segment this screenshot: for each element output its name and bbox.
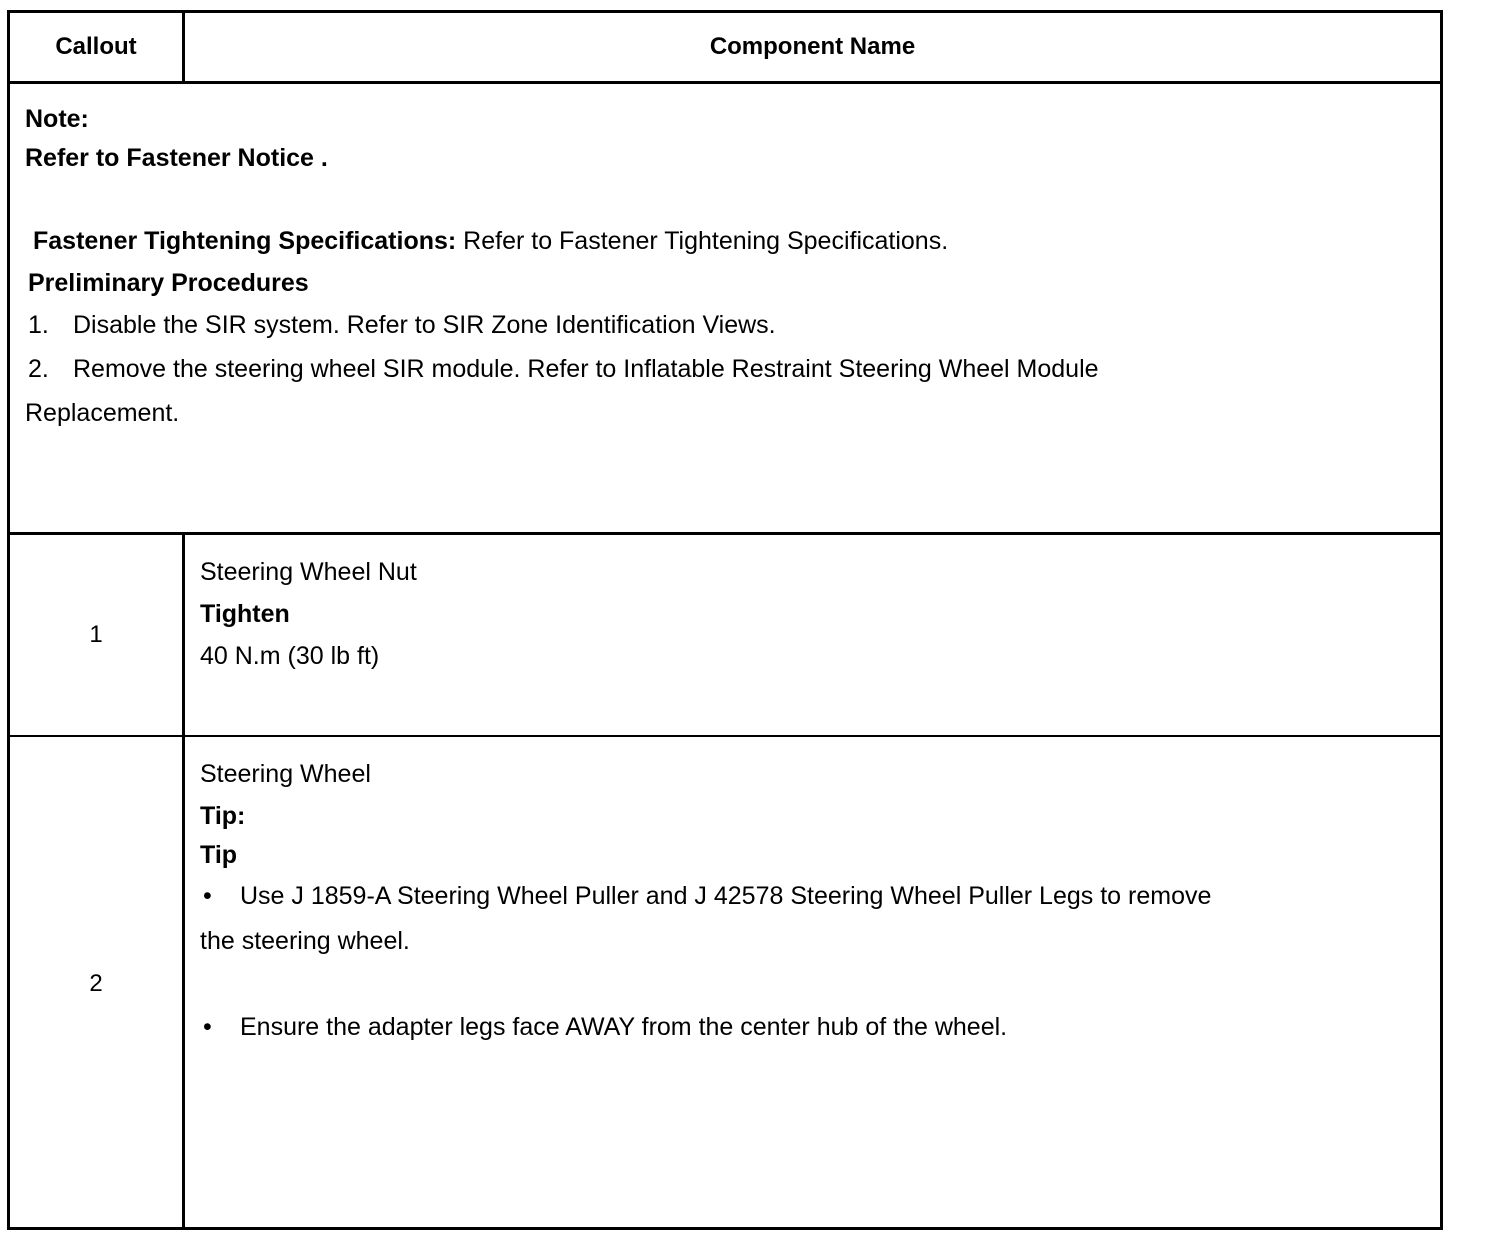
header-component-name: Component Name — [709, 33, 916, 60]
bullet-marker: • — [203, 1013, 212, 1041]
torque-value: 40 N.m (30 lb ft) — [200, 642, 380, 670]
table-row — [10, 737, 1440, 1230]
preliminary-heading: Preliminary Procedures — [28, 269, 309, 297]
callout-number: 2 — [10, 737, 185, 1230]
callout-number: 1 — [10, 535, 185, 735]
bullet-text: Use J 1859-A Steering Wheel Puller and J 42578 Steering Wheel Puller Legs to remove — [240, 882, 1212, 910]
step-text-continued: Replacement. — [25, 399, 180, 427]
step-number: 1. — [28, 311, 49, 339]
table-header-row — [10, 13, 1440, 84]
component-cell — [185, 737, 1440, 1230]
step-text: Remove the steering wheel SIR module. Refer to Inflatable Restraint Steering Wheel Module — [73, 355, 1099, 383]
table-row — [10, 535, 1440, 737]
bullet-text: Ensure the adapter legs face AWAY from the center hub of the wheel. — [240, 1013, 1008, 1041]
tighten-label: Tighten — [200, 600, 290, 628]
tip-heading: Tip — [200, 841, 238, 869]
bullet-text-continued: the steering wheel. — [200, 927, 410, 955]
fastener-spec-line — [33, 229, 948, 254]
component-name: Steering Wheel — [200, 760, 371, 788]
component-cell — [185, 535, 1440, 735]
fastener-spec-text: Refer to Fastener Tightening Specifications. — [456, 227, 949, 255]
header-callout: Callout — [10, 13, 185, 81]
step-text: Disable the SIR system. Refer to SIR Zone Identification Views. — [73, 311, 776, 339]
fastener-notice-ref: Refer to Fastener Notice . — [25, 144, 328, 172]
note-label: Note: — [25, 105, 89, 133]
component-name: Steering Wheel Nut — [200, 558, 417, 586]
tip-label: Tip: — [200, 802, 246, 830]
step-number: 2. — [28, 355, 49, 383]
bullet-marker: • — [203, 882, 212, 910]
component-table — [7, 10, 1443, 1230]
fastener-spec-label: Fastener Tightening Specifications: — [33, 227, 457, 255]
note-row — [10, 84, 1440, 535]
